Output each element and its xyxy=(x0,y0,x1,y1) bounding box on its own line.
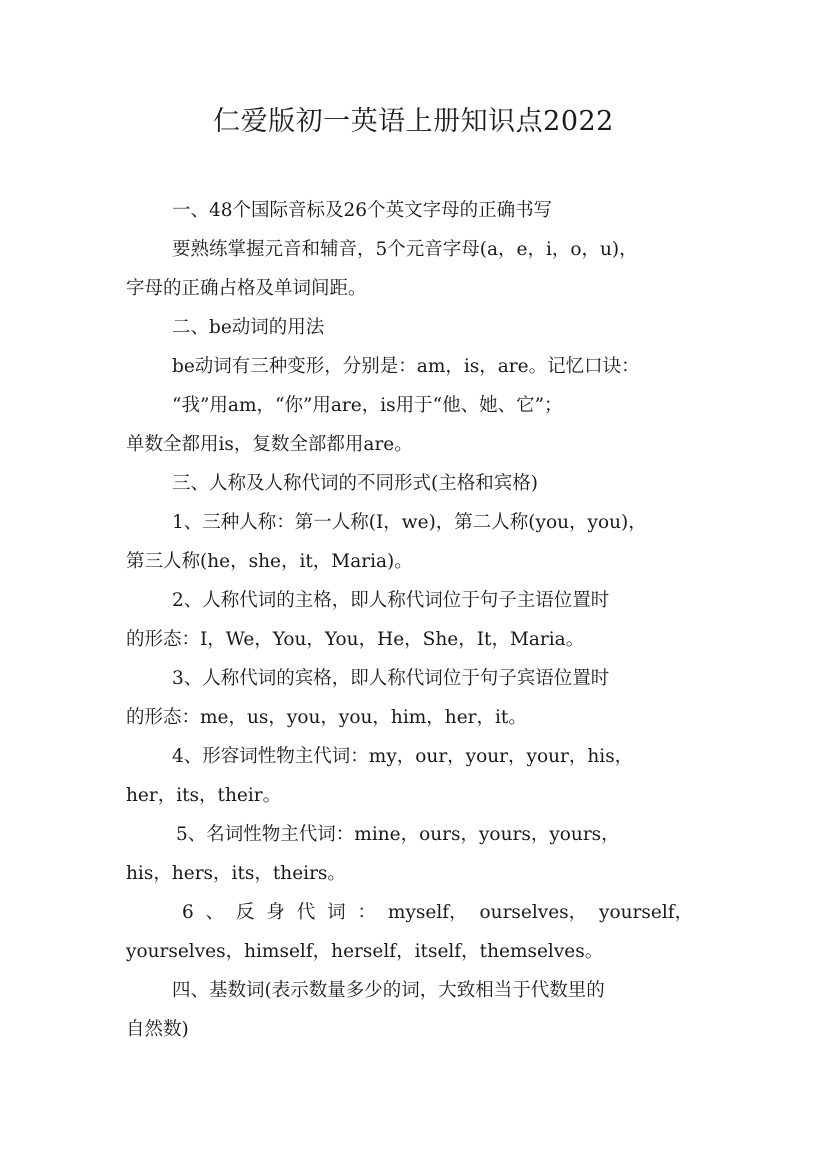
paragraph-line: 的形态：I，We，You，You，He，She，It，Maria。 xyxy=(126,629,585,650)
section-heading-pronouns: 三、人称及人称代词的不同形式(主格和宾格) xyxy=(172,473,538,494)
paragraph-line: “我”用am，“你”用are，is用于“他、她、它”； xyxy=(172,395,563,416)
paragraph-line: 字母的正确占格及单词间距。 xyxy=(126,278,367,299)
section-heading-phonetics: 一、48个国际音标及26个英文字母的正确书写 xyxy=(172,200,553,221)
list-item-subject-case: 2、人称代词的主格，即人称代词位于句子主语位置时 xyxy=(172,590,610,611)
list-item-object-case: 3、人称代词的宾格，即人称代词位于句子宾语位置时 xyxy=(172,668,610,689)
paragraph-line: 单数全都用is，复数全部都用are。 xyxy=(126,434,413,455)
paragraph-line: her，its，their。 xyxy=(126,785,282,806)
list-item-noun-possessive: 5、名词性物主代词：mine，ours，yours，yours， xyxy=(176,824,620,845)
paragraph-line: 要熟练掌握元音和辅音，5个元音字母(a，e，i，o，u)， xyxy=(172,239,638,260)
list-item-persons: 1、三种人称：第一人称(I，we)，第二人称(you，you)， xyxy=(172,512,647,533)
paragraph-line: 自然数) xyxy=(126,1019,189,1040)
section-heading-be-verb: 二、be动词的用法 xyxy=(172,317,325,338)
paragraph-line: his，hers，its，theirs。 xyxy=(126,863,346,884)
paragraph-line: 第三人称(he，she，it，Maria)。 xyxy=(126,551,413,572)
list-item-adjective-possessive: 4、形容词性物主代词：my，our，your，your，his， xyxy=(172,746,634,767)
list-item-reflexive: 6 、 反 身 代 词 ： myself， ourselves， yourself， xyxy=(182,902,694,923)
section-heading-cardinal-numbers: 四、基数词(表示数量多少的词，大致相当于代数里的 xyxy=(172,980,605,1001)
paragraph-line: yourselves，himself，herself，itself，themselves。 xyxy=(126,941,604,962)
paragraph-line: 的形态：me，us，you，you，him，her，it。 xyxy=(126,707,527,728)
paragraph-line: be动词有三种变形，分别是：am，is，are。记忆口诀： xyxy=(172,356,640,377)
document-title: 仁爱版初一英语上册知识点2022 xyxy=(213,106,614,137)
